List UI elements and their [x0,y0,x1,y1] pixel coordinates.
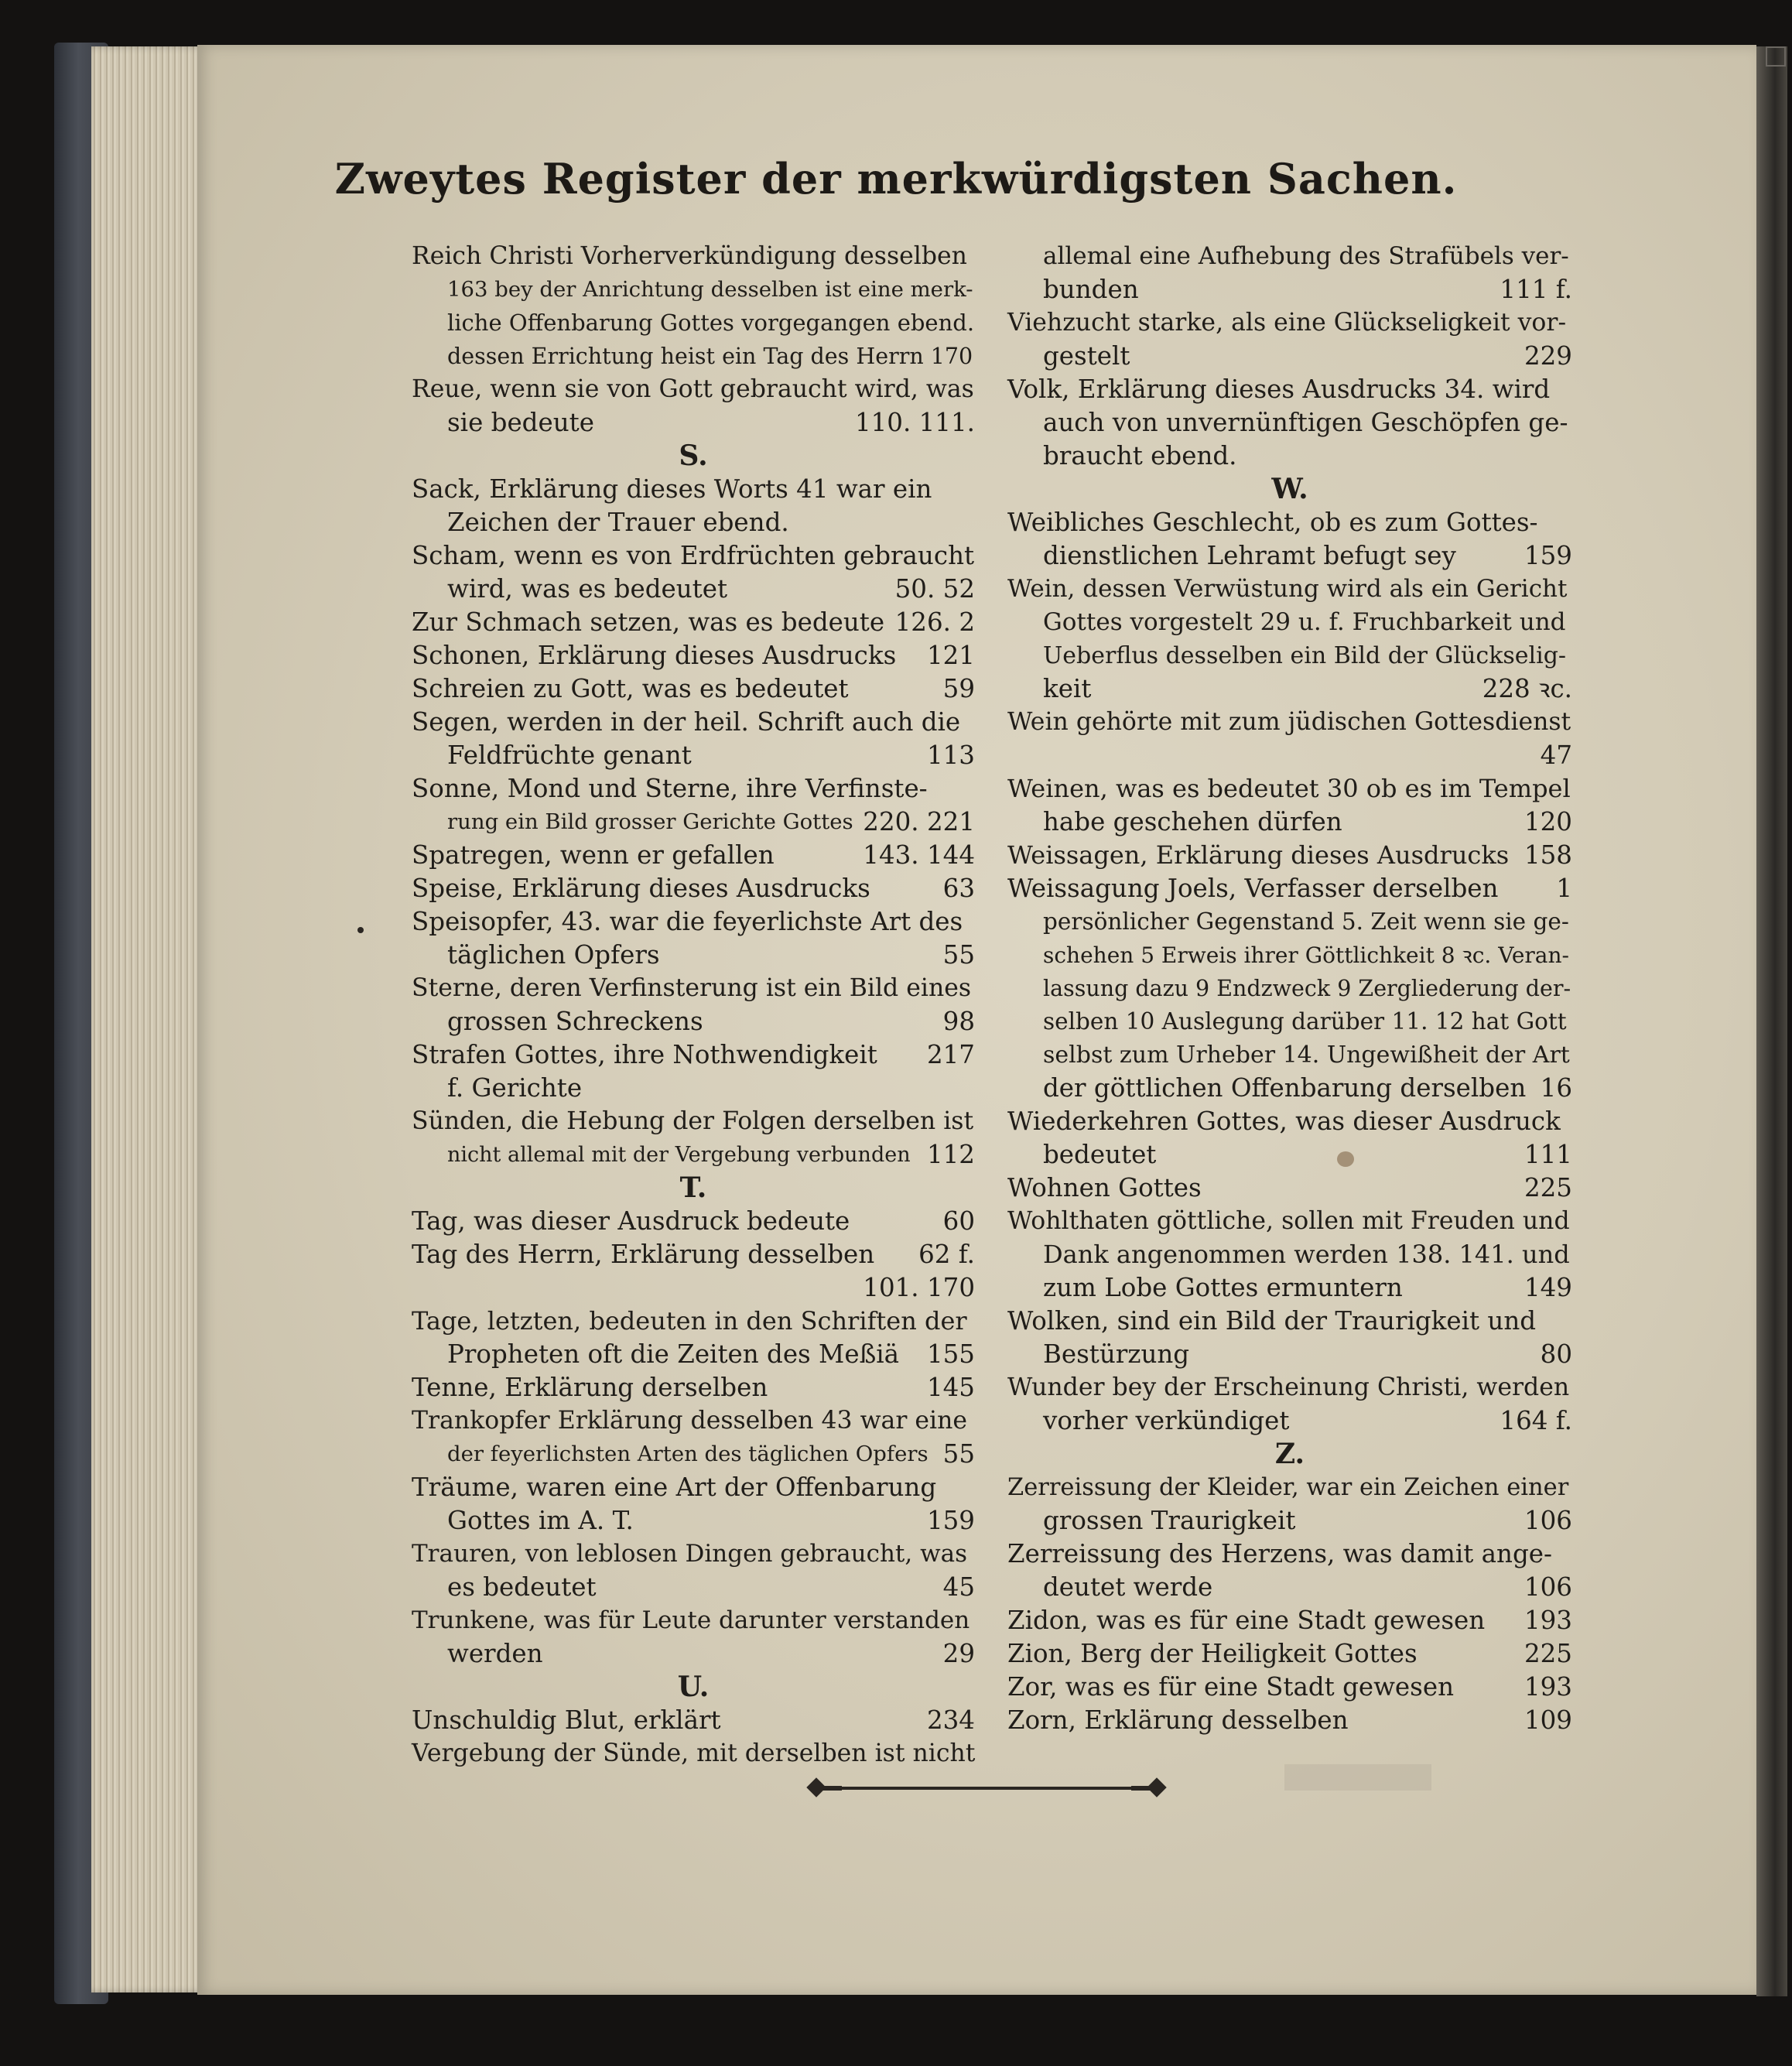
index-line [1007,1105,1572,1138]
index-entry-text: sie bedeute [447,408,594,437]
index-entry-text: selbst zum Urheber 14. Ungewißheit der Art [1043,1042,1570,1069]
index-entry-text: wird, was es bedeutet [447,574,728,604]
page-reference: 101. 170 [863,1273,975,1302]
page-reference: 45 [942,1572,975,1602]
index-line [1007,1604,1572,1637]
page-reference: 62 f. [918,1240,975,1269]
index-entry-text: Viehzucht starke, als eine Glückseligkeit vor- [1007,309,1567,337]
page-reference: 112 [926,1140,975,1169]
index-line [412,573,975,606]
index-line [1007,606,1572,639]
index-line [412,406,975,440]
letter-heading-text: W. [1271,473,1308,505]
index-entry-text: bedeutet [1043,1140,1157,1169]
index-line [412,839,975,872]
index-line [412,939,975,972]
page-reference: 55 [942,940,975,970]
index-line [1007,639,1572,672]
page-reference: 110. 111. [854,408,975,437]
index-line [412,240,975,273]
index-line [1007,839,1572,872]
page-reference: 98 [942,1007,975,1036]
index-entry-text: Sterne, deren Verfinsterung ist ein Bild eines [412,974,972,1002]
index-entry-text: Spatregen, wenn er gefallen [412,840,775,870]
index-line [412,1038,975,1072]
index-entry-text: Zur Schmach setzen, was es bedeute [412,607,885,637]
index-entry-text: Schreien zu Gott, was es bedeutet [412,674,849,703]
index-line [412,1005,975,1038]
page-reference: 234 [926,1705,975,1735]
index-entry-text: Weibliches Geschlecht, ob es zum Gottes- [1007,508,1538,537]
index-line [412,1238,975,1271]
index-line [412,1471,975,1504]
page-title: Zweytes Register der merkwürdigsten Sachen. [334,154,1458,204]
index-entry-text: Tag, was dieser Ausdruck bedeute [412,1206,850,1236]
page-reference: 149 [1524,1273,1572,1302]
index-entry-text: Trankopfer Erklärung desselben 43 war eine [412,1407,968,1435]
book-gutter [1756,46,1787,1996]
index-entry-text: Weinen, was es bedeutet 30 ob es im Tempel [1007,774,1571,803]
index-line [412,1105,975,1138]
index-line [412,539,975,573]
index-entry-text: Ueberflus desselben ein Bild der Glückselig- [1043,642,1567,669]
index-entry-text: der göttlichen Offenbarung derselben [1043,1073,1527,1103]
index-entry-text: dienstlichen Lehramt befugt sey [1043,541,1456,570]
index-line [1007,406,1572,440]
index-line [412,1737,975,1770]
index-entry-text: Trauren, von leblosen Dingen gebraucht, was [412,1540,967,1568]
index-line [412,1604,975,1637]
letter-heading-text: S. [679,440,708,472]
index-line [1007,306,1572,340]
index-entry-text: vorher verkündiget [1043,1406,1290,1435]
index-line [1007,1371,1572,1404]
index-entry-text: Zeichen der Trauer ebend. [447,508,789,537]
index-entry-text: f. Gerichte [447,1073,583,1103]
index-line [412,1271,975,1305]
page-reference: 111 [1524,1140,1572,1169]
index-line [412,1571,975,1604]
page-reference: 159 [1524,541,1572,570]
index-line [412,1637,975,1671]
index-entry-text: Wiederkehren Gottes, was dieser Ausdruck [1007,1107,1561,1136]
page-reference: 193 [1524,1606,1572,1635]
page-reference: 158 [1524,840,1572,870]
index-line [1007,939,1572,972]
index-entry-text: Zidon, was es für eine Stadt gewesen [1007,1606,1486,1635]
page-reference: 120 [1524,807,1572,836]
index-line [1007,1138,1572,1172]
index-line [412,1538,975,1571]
index-entry-text: Wolken, sind ein Bild der Traurigkeit und [1007,1306,1537,1336]
letter-heading [1007,1438,1572,1471]
page-reference: 225 [1524,1639,1572,1668]
index-entry-text: Trunkene, was für Leute darunter verstanden [412,1606,970,1634]
index-entry-text: Wohlthaten göttliche, sollen mit Freuden und [1007,1207,1570,1235]
letter-heading [412,1671,975,1704]
letter-heading [412,1172,975,1205]
page-reference: 145 [926,1373,975,1402]
index-line [412,1305,975,1338]
index-entry-text: Feldfrüchte genant [447,741,692,770]
index-entry-text: Sünden, die Hebung der Folgen derselben ist [412,1107,974,1135]
index-entry-text: Scham, wenn es von Erdfrüchten gebraucht [412,541,975,570]
page-reference: 55 [942,1439,975,1469]
index-line [412,340,975,373]
index-entry-text: der feyerlichsten Arten des täglichen Opfers [447,1442,928,1466]
index-line [412,1371,975,1404]
index-line [412,905,975,939]
index-entry-text: Reue, wenn sie von Gott gebraucht wird, was [412,375,974,403]
index-line [1007,806,1572,839]
index-line [1007,1238,1572,1271]
index-entry-text: braucht ebend. [1043,441,1237,470]
index-entry-text: Wein gehörte mit zum jüdischen Gottesdienst [1007,708,1571,736]
index-entry-text: Gottes vorgestelt 29 u. f. Fruchbarkeit und [1043,608,1566,636]
index-line [412,872,975,905]
index-entry-text: täglichen Opfers [447,940,660,970]
index-entry-text: Wein, dessen Verwüstung wird als ein Gericht [1007,575,1568,603]
page-reference: 1 [1556,874,1572,903]
index-line [1007,706,1572,739]
index-entry-text: deutet werde [1043,1572,1213,1602]
index-entry-text: Zerreissung des Herzens, was damit ange- [1007,1539,1552,1568]
faded-stamp [1284,1764,1431,1791]
page-reference: 217 [926,1040,975,1069]
index-line [1007,1404,1572,1438]
index-line [412,373,975,406]
index-line [412,606,975,639]
index-line [412,772,975,806]
index-line [1007,539,1572,573]
index-entry-text: Gottes im A. T. [447,1506,634,1535]
index-column-left [412,240,975,1770]
index-entry-text: Träume, waren eine Art der Offenbarung [412,1473,937,1502]
index-entry-text: Vergebung der Sünde, mit derselben ist nicht [412,1739,976,1767]
index-entry-text: Tenne, Erklärung derselben [412,1373,768,1402]
letter-heading-text: Z. [1274,1438,1305,1470]
index-entry-text: Zor, was es für eine Stadt gewesen [1007,1672,1455,1702]
index-entry-text: grossen Traurigkeit [1043,1506,1296,1535]
index-entry-text: Tage, letzten, bedeuten in den Schriften der [412,1306,967,1336]
index-line [1007,1338,1572,1371]
index-entry-text: keit [1043,674,1092,703]
index-line [1007,1471,1572,1504]
index-line [1007,739,1572,772]
index-line [1007,506,1572,539]
index-entry-text: Schonen, Erklärung dieses Ausdrucks [412,641,897,670]
letter-heading-text: U. [677,1671,710,1703]
index-entry-text: bunden [1043,275,1139,304]
index-line [412,972,975,1005]
index-entry-text: Zerreissung der Kleider, war ein Zeichen einer [1007,1474,1569,1501]
page-reference: 113 [926,741,975,770]
index-line [1007,1038,1572,1072]
scan-corner-mark [1766,46,1786,67]
ink-stain [1337,1151,1354,1167]
index-line [1007,440,1572,473]
index-line [412,706,975,739]
index-entry-text: Sack, Erklärung dieses Worts 41 war ein [412,474,932,504]
index-entry-text: liche Offenbarung Gottes vorgegangen ebend. [447,310,975,336]
page-reference: 111 f. [1500,275,1572,304]
page-reference: 50. 52 [894,574,975,604]
page-reference: 126. 2 [894,607,975,637]
index-line [1007,1637,1572,1671]
end-ornament [805,1777,1168,1800]
index-entry-text: rung ein Bild grosser Gerichte Gottes [447,809,853,834]
page-reference: 228 ꝛc. [1482,674,1572,703]
page-reference: 60 [942,1206,975,1236]
index-entry-text: Sonne, Mond und Sterne, ihre Verfinste- [412,774,928,803]
index-entry-text: Volk, Erklärung dieses Ausdrucks 34. wird [1007,375,1551,404]
page-reference: 225 [1524,1173,1572,1202]
index-entry-text: Speisopfer, 43. war die feyerlichste Art des [412,907,963,936]
index-line [1007,1504,1572,1538]
index-column-right [1007,240,1572,1737]
index-line [412,473,975,506]
index-line [1007,240,1572,273]
index-line [1007,905,1572,939]
page-reference: 155 [926,1339,975,1369]
index-entry-text: Strafen Gottes, ihre Nothwendigkeit [412,1040,877,1069]
index-line [1007,772,1572,806]
index-line [1007,672,1572,706]
index-entry-text: es bedeutet [447,1572,597,1602]
index-line [1007,1172,1572,1205]
index-entry-text: Reich Christi Vorherverkündigung desselben [412,242,967,270]
index-entry-text: Weissagung Joels, Verfasser derselben [1007,874,1499,903]
page-reference: 121 [926,641,975,670]
index-line [1007,1072,1572,1105]
index-line [412,1404,975,1438]
letter-heading-text: T. [679,1172,707,1204]
page-reference: 164 f. [1500,1406,1572,1435]
index-line [412,1205,975,1238]
page-reference: 106 [1524,1506,1572,1535]
index-entry-text: grossen Schreckens [447,1007,703,1036]
index-entry-text: Bestürzung [1043,1339,1190,1369]
index-entry-text: werden [447,1639,543,1668]
index-line [412,1338,975,1371]
page-reference: 59 [942,674,975,703]
index-line [1007,1671,1572,1704]
index-line [412,639,975,672]
margin-dot-mark [357,927,364,933]
index-line [412,1704,975,1737]
index-entry-text: Wohnen Gottes [1007,1173,1202,1202]
index-entry-text: auch von unvernünftigen Geschöpfen ge- [1043,408,1568,437]
index-entry-text: Dank angenommen werden 138. 141. und [1043,1240,1570,1269]
index-line [1007,340,1572,373]
index-entry-text: habe geschehen dürfen [1043,807,1342,836]
index-line [412,1138,975,1172]
index-line [412,1438,975,1471]
index-entry-text: Speise, Erklärung dieses Ausdrucks [412,874,870,903]
index-line [412,806,975,839]
index-line [412,1072,975,1105]
index-entry-text: persönlicher Gegenstand 5. Zeit wenn sie ge- [1043,908,1569,935]
page-fore-edge [91,46,207,1992]
index-entry-text: selben 10 Auslegung darüber 11. 12 hat Gott [1043,1008,1567,1035]
index-entry-text: Segen, werden in der heil. Schrift auch die [412,707,961,737]
index-entry-text: Unschuldig Blut, erklärt [412,1705,721,1735]
index-entry-text: Zorn, Erklärung desselben [1007,1705,1349,1735]
index-line [412,506,975,539]
index-entry-text: allemal eine Aufhebung des Strafübels ver- [1043,242,1569,270]
index-entry-text: Propheten oft die Zeiten des Meßiä [447,1339,900,1369]
page-reference: 143. 144 [863,840,975,870]
page-reference: 80 [1540,1339,1572,1369]
index-line [1007,1704,1572,1737]
page-reference: 220. 221 [863,807,975,836]
index-entry-text: schehen 5 Erweis ihrer Göttlichkeit 8 ꝛc. Veran- [1043,942,1569,968]
page-reference: 16 [1540,1073,1572,1103]
index-line [1007,273,1572,306]
index-line [1007,1205,1572,1238]
index-entry-text: Weissagen, Erklärung dieses Ausdrucks [1007,840,1510,870]
index-line [412,273,975,306]
index-line [1007,1305,1572,1338]
index-entry-text: Wunder bey der Erscheinung Christi, werden [1007,1373,1570,1401]
index-entry-text: nicht allemal mit der Vergebung verbunden [447,1143,911,1167]
index-line [1007,1005,1572,1038]
page-reference: 106 [1524,1572,1572,1602]
index-entry-text: Tag des Herrn, Erklärung desselben [412,1240,875,1269]
index-entry-text: gestelt [1043,341,1130,371]
index-entry-text: Zion, Berg der Heiligkeit Gottes [1007,1639,1418,1668]
index-entry-text: lassung dazu 9 Endzweck 9 Zergliederung der- [1043,976,1571,1001]
index-line [1007,373,1572,406]
index-entry-text: zum Lobe Gottes ermuntern [1043,1273,1403,1302]
index-line [1007,1538,1572,1571]
index-entry-text: dessen Errichtung heist ein Tag des Herrn 170 [447,344,973,369]
page-reference: 109 [1524,1705,1572,1735]
page-reference: 193 [1524,1672,1572,1702]
index-line [1007,872,1572,905]
index-line [1007,972,1572,1005]
page-reference: 29 [942,1639,975,1668]
index-line [412,1504,975,1538]
index-line [1007,1271,1572,1305]
index-entry-text: 163 bey der Anrichtung desselben ist eine merk- [447,277,973,302]
page-reference: 229 [1524,341,1572,371]
page-reference: 47 [1540,741,1572,770]
page-reference: 159 [926,1506,975,1535]
index-line [1007,573,1572,606]
index-line [412,306,975,340]
letter-heading [1007,473,1572,506]
index-line [412,739,975,772]
page-reference: 63 [942,874,975,903]
index-line [1007,1571,1572,1604]
index-line [412,672,975,706]
letter-heading [412,440,975,473]
